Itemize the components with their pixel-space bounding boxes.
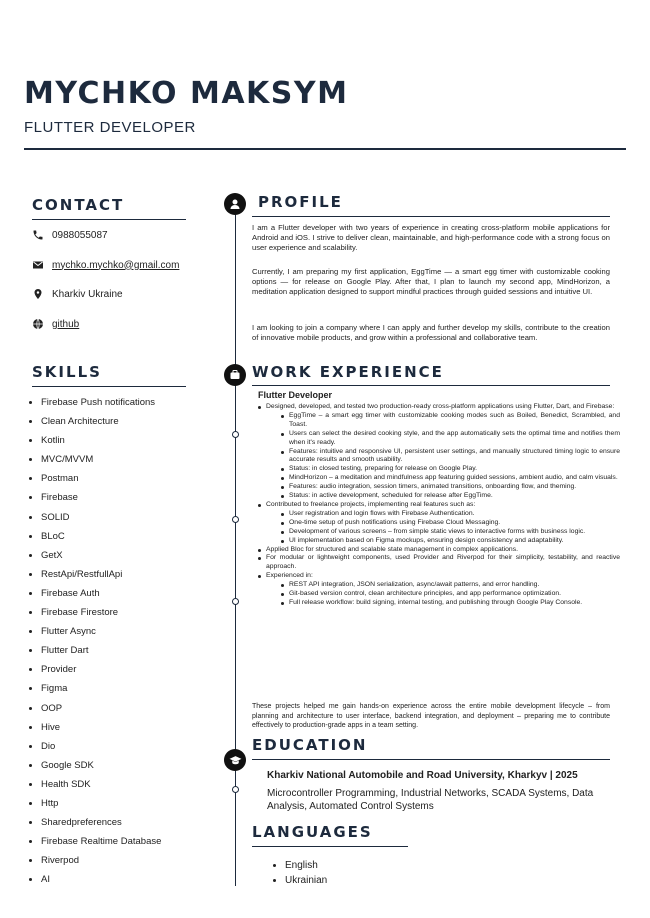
skills-list — [28, 395, 161, 891]
skill-item: OOP — [28, 701, 161, 720]
work-details — [256, 403, 620, 608]
contact-github[interactable] — [32, 318, 79, 330]
work-sub-bullet: Status: in closed testing, preparing for release on Google Play. — [266, 465, 620, 474]
work-bullet: Applied Bloc for structured and scalable state management in complex applications. — [256, 546, 620, 555]
skill-item: Sharedpreferences — [28, 815, 161, 834]
profile-divider — [252, 216, 610, 217]
work-sub-bullet: Features: intuitive and responsive UI, persistent user settings, and manually structured timing logic to ensure accurate results and smooth usability. — [266, 448, 620, 466]
work-divider — [252, 385, 610, 386]
contact-heading: CONTACT — [32, 196, 125, 214]
github-link[interactable]: github — [52, 318, 80, 330]
location-value: Kharkiv Ukraine — [52, 288, 123, 300]
job-role: Flutter Developer — [258, 390, 333, 400]
timeline-dot — [232, 598, 239, 605]
header-divider — [24, 148, 626, 150]
skill-item: Health SDK — [28, 777, 161, 796]
skill-item: Flutter Dart — [28, 643, 161, 662]
work-sub-bullet: Git-based version control, clean architecture principles, and app performance optimization. — [266, 590, 620, 599]
languages-divider — [252, 846, 408, 847]
skill-item: MVC/MVVM — [28, 452, 161, 471]
contact-phone — [32, 229, 108, 241]
profile-paragraph: I am looking to join a company where I can apply and further develop my skills, contribute to the creation of innovative mobile products, and grow within a professional and collaborative team. — [252, 323, 610, 342]
skill-item: Provider — [28, 662, 161, 681]
skill-item: Dio — [28, 739, 161, 758]
profile-paragraph: I am a Flutter developer with two years of experience in creating cross-platform mobile applications for Android and iOS. I strive to deliver clean, maintainable, and high-performance code with a strong focus on user experience and scalability. — [252, 223, 610, 252]
contact-divider — [32, 219, 186, 220]
work-bullet: Designed, developed, and tested two production-ready cross-platform applications using Flutter, Dart, and Firebase: EggTime – a smart egg timer with customizable cooking modes such as Boiled, Benedict, Scrambled, and Toast. Users can select the desired cooking style, and the app automatically sets the optimal time and notifies them when it's ready. Features: intuitive and responsive UI, persistent user settings, and manually structured timing logic to ensure accurate results and smooth usability. Status: in closed testing, preparing for release on Google Play. MindHorizon – a meditation and mindfulness app featuring guided sessions, ambient audio, and calm visuals. Features: audio integration, session timers, animated transitions, onboarding flow, and theming. Status: in active development, scheduled for release after EggTime. — [256, 403, 620, 501]
contact-email[interactable] — [32, 259, 179, 271]
language-item: Ukrainian — [270, 873, 327, 888]
briefcase-icon — [224, 364, 246, 386]
graduation-cap-icon — [224, 749, 246, 771]
skill-item: Figma — [28, 681, 161, 700]
globe-icon — [32, 318, 44, 330]
skill-item: Kotlin — [28, 433, 161, 452]
work-sub-bullet: Status: in active development, scheduled for release after EggTime. — [266, 492, 620, 501]
job-title: FLUTTER DEVELOPER — [24, 119, 196, 136]
work-sub-bullet: One-time setup of push notifications using Firebase Cloud Messaging. — [266, 519, 620, 528]
profile-paragraph: Currently, I am preparing my first application, EggTime — a smart egg timer with customizable cooking options — for release on Google Play. After that, I plan to launch my second app, MindHorizon, a meditation application designed to support mindful practices through guided sessions and intuitive UI. — [252, 267, 610, 296]
skills-heading: SKILLS — [32, 363, 102, 381]
skill-item: SOLID — [28, 510, 161, 529]
skill-item: BLoC — [28, 529, 161, 548]
work-sub-bullet: Features: audio integration, session timers, animated transitions, onboarding flow, and theming. — [266, 483, 620, 492]
phone-value: 0988055087 — [52, 229, 108, 241]
skill-item: Google SDK — [28, 758, 161, 777]
envelope-icon — [32, 259, 44, 271]
skills-divider — [32, 386, 186, 387]
skill-item: Http — [28, 796, 161, 815]
skill-item: Firebase Firestore — [28, 605, 161, 624]
work-sub-bullet: UI implementation based on Figma mockups, ensuring design consistency and adaptability. — [266, 537, 620, 546]
work-bullet: For modular or lightweight components, used Provider and Riverpod for their simplicity, testability, and reactive approach. — [256, 554, 620, 572]
profile-heading: PROFILE — [258, 193, 343, 211]
education-university: Kharkiv National Automobile and Road University, Kharkyv | 2025 — [267, 770, 578, 781]
skill-item: Postman — [28, 471, 161, 490]
skill-item: Riverpod — [28, 853, 161, 872]
language-item: English — [270, 858, 327, 873]
timeline-dot — [232, 516, 239, 523]
skill-item: Firebase — [28, 490, 161, 509]
skill-item: RestApi/RestfullApi — [28, 567, 161, 586]
contact-location — [32, 288, 123, 300]
work-sub-bullet: User registration and login flows with Firebase Authentication. — [266, 510, 620, 519]
skill-item: Firebase Realtime Database — [28, 834, 161, 853]
map-pin-icon — [32, 288, 44, 300]
timeline-dot — [232, 786, 239, 793]
phone-icon — [32, 229, 44, 241]
education-heading: EDUCATION — [252, 736, 368, 754]
skill-item: AI — [28, 872, 161, 891]
skill-item: Flutter Async — [28, 624, 161, 643]
work-sub-bullet: Full release workflow: build signing, internal testing, and publishing through Google Play Console. — [266, 599, 620, 608]
skill-item: Clean Architecture — [28, 414, 161, 433]
languages-heading: LANGUAGES — [252, 823, 373, 841]
work-summary: These projects helped me gain hands-on experience across the entire mobile development lifecycle – from planning and architecture to user interface, backend integration, and deployment – preparing me to contribute effectively to production-grade apps in a team setting. — [252, 703, 610, 729]
profile-icon — [224, 193, 246, 215]
email-link[interactable]: mychko.mychko@gmail.com — [52, 259, 180, 271]
timeline-dot — [232, 431, 239, 438]
work-bullet: Contributed to freelance projects, implementing real features such as: User registration and login flows with Firebase Authentication. One-time setup of push notifications using Firebase Cloud Messaging. Development of various screens – from simple static views to interactive forms with business logic. UI implementation based on Figma mockups, ensuring design consistency and adaptability. — [256, 501, 620, 546]
skill-item: Hive — [28, 720, 161, 739]
skill-item: GetX — [28, 548, 161, 567]
work-heading: WORK EXPERIENCE — [252, 363, 444, 381]
languages-list — [270, 858, 327, 888]
skill-item: Firebase Push notifications — [28, 395, 161, 414]
education-description: Microcontroller Programming, Industrial Networks, SCADA Systems, Data Analysis, Automated Control Systems — [267, 788, 594, 812]
candidate-name: MYCHKO MAKSYM — [24, 76, 349, 111]
education-divider — [252, 759, 610, 760]
work-sub-bullet: EggTime – a smart egg timer with customizable cooking modes such as Boiled, Benedict, Scrambled, and Toast. — [266, 412, 620, 430]
work-bullet: Experienced in: REST API integration, JSON serialization, async/await patterns, and error handling. Git-based version control, clean architecture principles, and app performance optimization. Full release workflow: build signing, internal testing, and publishing through Google Play Console. — [256, 572, 620, 608]
work-sub-bullet: REST API integration, JSON serialization, async/await patterns, and error handling. — [266, 581, 620, 590]
skill-item: Firebase Auth — [28, 586, 161, 605]
work-sub-bullet: Users can select the desired cooking style, and the app automatically sets the optimal time and notifies them when it's ready. — [266, 430, 620, 448]
work-sub-bullet: Development of various screens – from simple static views to interactive forms with business logic. — [266, 528, 620, 537]
work-sub-bullet: MindHorizon – a meditation and mindfulness app featuring guided sessions, ambient audio, and calm visuals. — [266, 474, 620, 483]
